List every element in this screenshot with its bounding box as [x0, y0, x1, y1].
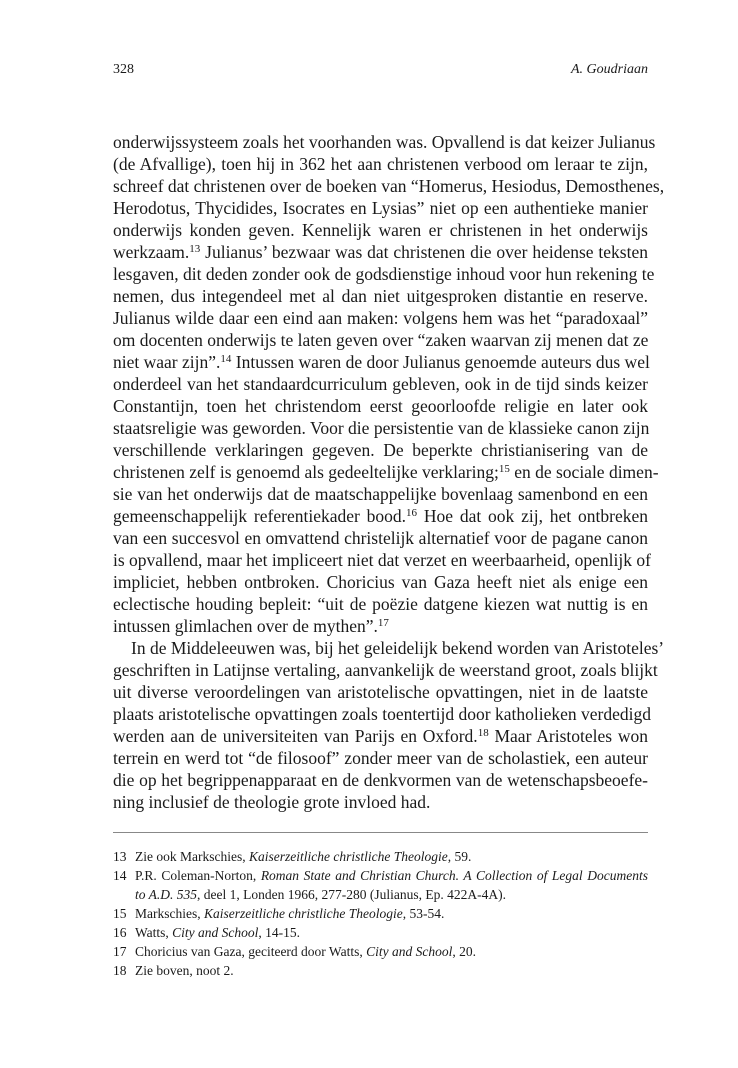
- line-text: schreef dat christenen over de boeken van “Homerus, Hesiodus, Demosthenes,: [113, 176, 665, 196]
- line-text: onderwijssysteem zoals het voorhanden was. Opvallend is dat keizer Julianus: [113, 132, 656, 152]
- text-line: [113, 483, 648, 505]
- line-text: om docenten onderwijs te laten geven over “zaken waarvan zij menen dat ze: [113, 330, 649, 350]
- paragraph: [113, 131, 665, 637]
- text-line: [113, 351, 648, 373]
- line-text: staatsreligie was geworden. Voor die persistentie van de klassieke canon zijn: [113, 418, 650, 438]
- text-line: [113, 637, 665, 659]
- text-line: [113, 615, 648, 637]
- text-line: [113, 747, 648, 769]
- text-line: [113, 395, 648, 417]
- line-text: gemeenschappelijk referentiekader bood.: [113, 506, 407, 526]
- text-line: [113, 329, 648, 351]
- footnote-text: [135, 904, 648, 923]
- footnote-text-plain: Watts,: [135, 925, 173, 940]
- footnote-number: 17: [113, 944, 127, 959]
- footnote-text-plain: , 53-54.: [402, 906, 445, 921]
- text-line: [113, 593, 648, 615]
- footnote-reference[interactable]: 18: [477, 727, 489, 739]
- footnote-title: to A.D. 535: [135, 887, 198, 902]
- footnote-reference[interactable]: 14: [220, 353, 232, 365]
- line-text: Herodotus, Thycidides, Isocrates en Lysias” niet op een authentieke manier: [113, 198, 648, 218]
- line-text: nemen, dus integendeel met al dan niet uitgesproken distantie en reserve.: [113, 286, 648, 306]
- footnote-number: 14: [113, 868, 127, 883]
- line-text: verschillende verklaringen gegeven. De beperkte christianisering van de: [113, 440, 648, 460]
- line-text: intussen glimlachen over de mythen”.: [113, 616, 378, 636]
- footnote-number: 15: [113, 906, 127, 921]
- text-line: [113, 417, 648, 439]
- footnote-text: [135, 961, 648, 980]
- running-head-author: A. Goudriaan: [571, 62, 648, 77]
- footnote-text-plain: Choricius van Gaza, geciteerd door Watts,: [135, 944, 367, 959]
- line-text: In de Middeleeuwen was, bij het geleidelijk bekend worden van Aristoteles’: [131, 638, 665, 658]
- line-text-continued: Intussen waren de door Julianus genoemde auteurs dus wel: [231, 352, 650, 372]
- paragraph: [113, 637, 665, 813]
- footnote-text-plain: Markschies,: [135, 906, 204, 921]
- text-line: [113, 659, 658, 681]
- text-line: [113, 769, 648, 791]
- footnote-reference[interactable]: 15: [498, 463, 510, 475]
- footnote-reference[interactable]: 13: [189, 243, 201, 255]
- footnote-text-plain: , deel 1, Londen 1966, 277-280 (Julianus, Ep. 422A-4A).: [197, 887, 506, 902]
- text-line: [113, 725, 648, 747]
- footnote-title: Kaiserzeitliche christliche Theologie: [203, 906, 403, 921]
- footnote-item: [113, 961, 648, 980]
- footnote-text: [135, 923, 648, 942]
- text-line: [113, 505, 648, 527]
- text-line: [113, 263, 655, 285]
- footnote-text-plain: , 59.: [447, 849, 472, 864]
- line-text: impliciet, hebben ontbroken. Choricius van Gaza heeft niet als enige een: [113, 572, 648, 592]
- line-text-continued: Hoe dat ook zij, het ontbreken: [417, 506, 648, 526]
- footnote-item: [113, 904, 648, 923]
- footnote-text-plain: , 14-15.: [258, 925, 301, 940]
- footnote-text-plain: Zie boven, noot 2.: [135, 963, 234, 978]
- footnote-item: [113, 942, 648, 961]
- text-line: [113, 131, 656, 153]
- footnote-text: [135, 847, 648, 866]
- footnote-title: City and School: [172, 925, 259, 940]
- line-text: terrein en werd tot “de filosoof” zonder meer van de scholastiek, een auteur: [113, 748, 648, 768]
- line-text: christenen zelf is genoemd als gedeeltelijke verklaring;: [113, 462, 499, 482]
- text-line: [113, 527, 648, 549]
- text-line: [113, 549, 651, 571]
- footnote-reference[interactable]: 16: [406, 507, 418, 519]
- line-text: werkzaam.: [113, 242, 190, 262]
- footnote-text: [135, 942, 648, 961]
- footnotes: [113, 847, 648, 980]
- text-line: [113, 373, 648, 395]
- line-text-continued: en de sociale dimen-: [509, 462, 659, 482]
- footnote-text-plain: , 20.: [452, 944, 476, 959]
- line-text: is opvallend, maar het impliceert niet dat verzet en weerbaarheid, openlijk of: [113, 550, 651, 570]
- footnote-item: [113, 923, 648, 942]
- footnote-item: [113, 847, 648, 866]
- text-line: [113, 219, 648, 241]
- line-text-continued: Julianus’ bezwaar was dat christenen die over heidense teksten: [200, 242, 648, 262]
- text-line: [113, 307, 648, 329]
- footnote-number: 18: [113, 963, 127, 978]
- footnote-text: [135, 885, 648, 904]
- footnote-text-plain: Zie ook Markschies,: [135, 849, 249, 864]
- footnote-title: Kaiserzeitliche christliche Theologie: [248, 849, 448, 864]
- text-line: [113, 681, 648, 703]
- line-text: onderwijs konden geven. Kennelijk waren er christenen in het onderwijs: [113, 220, 648, 240]
- text-line: [113, 461, 659, 483]
- footnote-number: 16: [113, 925, 127, 940]
- page-number: 328: [113, 62, 134, 77]
- line-text: (de Afvallige), toen hij in 362 het aan christenen verbood om leraar te zijn,: [113, 154, 648, 174]
- line-text: lesgaven, dit deden zonder ook de godsdienstige inhoud voor hun rekening te: [113, 264, 655, 284]
- text-line: [113, 241, 648, 263]
- text-line: [113, 571, 648, 593]
- text-line: [113, 791, 648, 813]
- line-text: Constantijn, toen het christendom eerst geoorloofde religie en later ook: [113, 396, 648, 416]
- text-line: [113, 153, 648, 175]
- text-line: [113, 439, 648, 461]
- line-text: die op het begrippenapparaat en de denkvormen van de wetenschapsbeoefe-: [113, 770, 648, 790]
- body-text: [113, 131, 665, 813]
- footnote-text: [135, 866, 648, 885]
- line-text: onderdeel van het standaardcurriculum gebleven, ook in de tijd sinds keizer: [113, 374, 648, 394]
- text-line: [113, 175, 665, 197]
- line-text: eclectische houding bepleit: “uit de poëzie datgene kiezen wat nuttig is en: [113, 594, 648, 614]
- line-text: Julianus wilde daar een eind aan maken: volgens hem was het “paradoxaal”: [113, 308, 648, 328]
- text-line: [113, 197, 648, 219]
- line-text: uit diverse veroordelingen van aristotelische opvattingen, niet in de laatste: [113, 682, 648, 702]
- line-text: van een succesvol en omvattend christelijk alternatief voor de pagane canon: [113, 528, 648, 548]
- footnote-number: 13: [113, 849, 127, 864]
- line-text: ning inclusief de theologie grote invloed had.: [113, 792, 431, 812]
- footnote-item: [113, 866, 648, 904]
- text-line: [113, 703, 651, 725]
- line-text-continued: Maar Aristoteles won: [488, 726, 648, 746]
- footnote-title: City and School: [366, 944, 453, 959]
- line-text: niet waar zijn”.: [113, 352, 221, 372]
- line-text: plaats aristotelische opvattingen zoals toentertijd door katholieken verdedigd: [113, 704, 651, 724]
- line-text: werden aan de universiteiten van Parijs en Oxford.: [113, 726, 478, 746]
- footnote-divider: [113, 832, 648, 833]
- footnote-title: Roman State and Christian Church. A Collection of Legal Documents: [260, 868, 648, 883]
- text-line: [113, 285, 648, 307]
- footnote-reference[interactable]: 17: [377, 617, 389, 629]
- line-text: geschriften in Latijnse vertaling, aanvankelijk de weerstand groot, zoals blijkt: [113, 660, 658, 680]
- running-head: [113, 62, 648, 84]
- footnote-text-plain: P.R. Coleman-Norton,: [135, 868, 261, 883]
- line-text: sie van het onderwijs dat de maatschappelijke bovenlaag samenbond en een: [113, 484, 648, 504]
